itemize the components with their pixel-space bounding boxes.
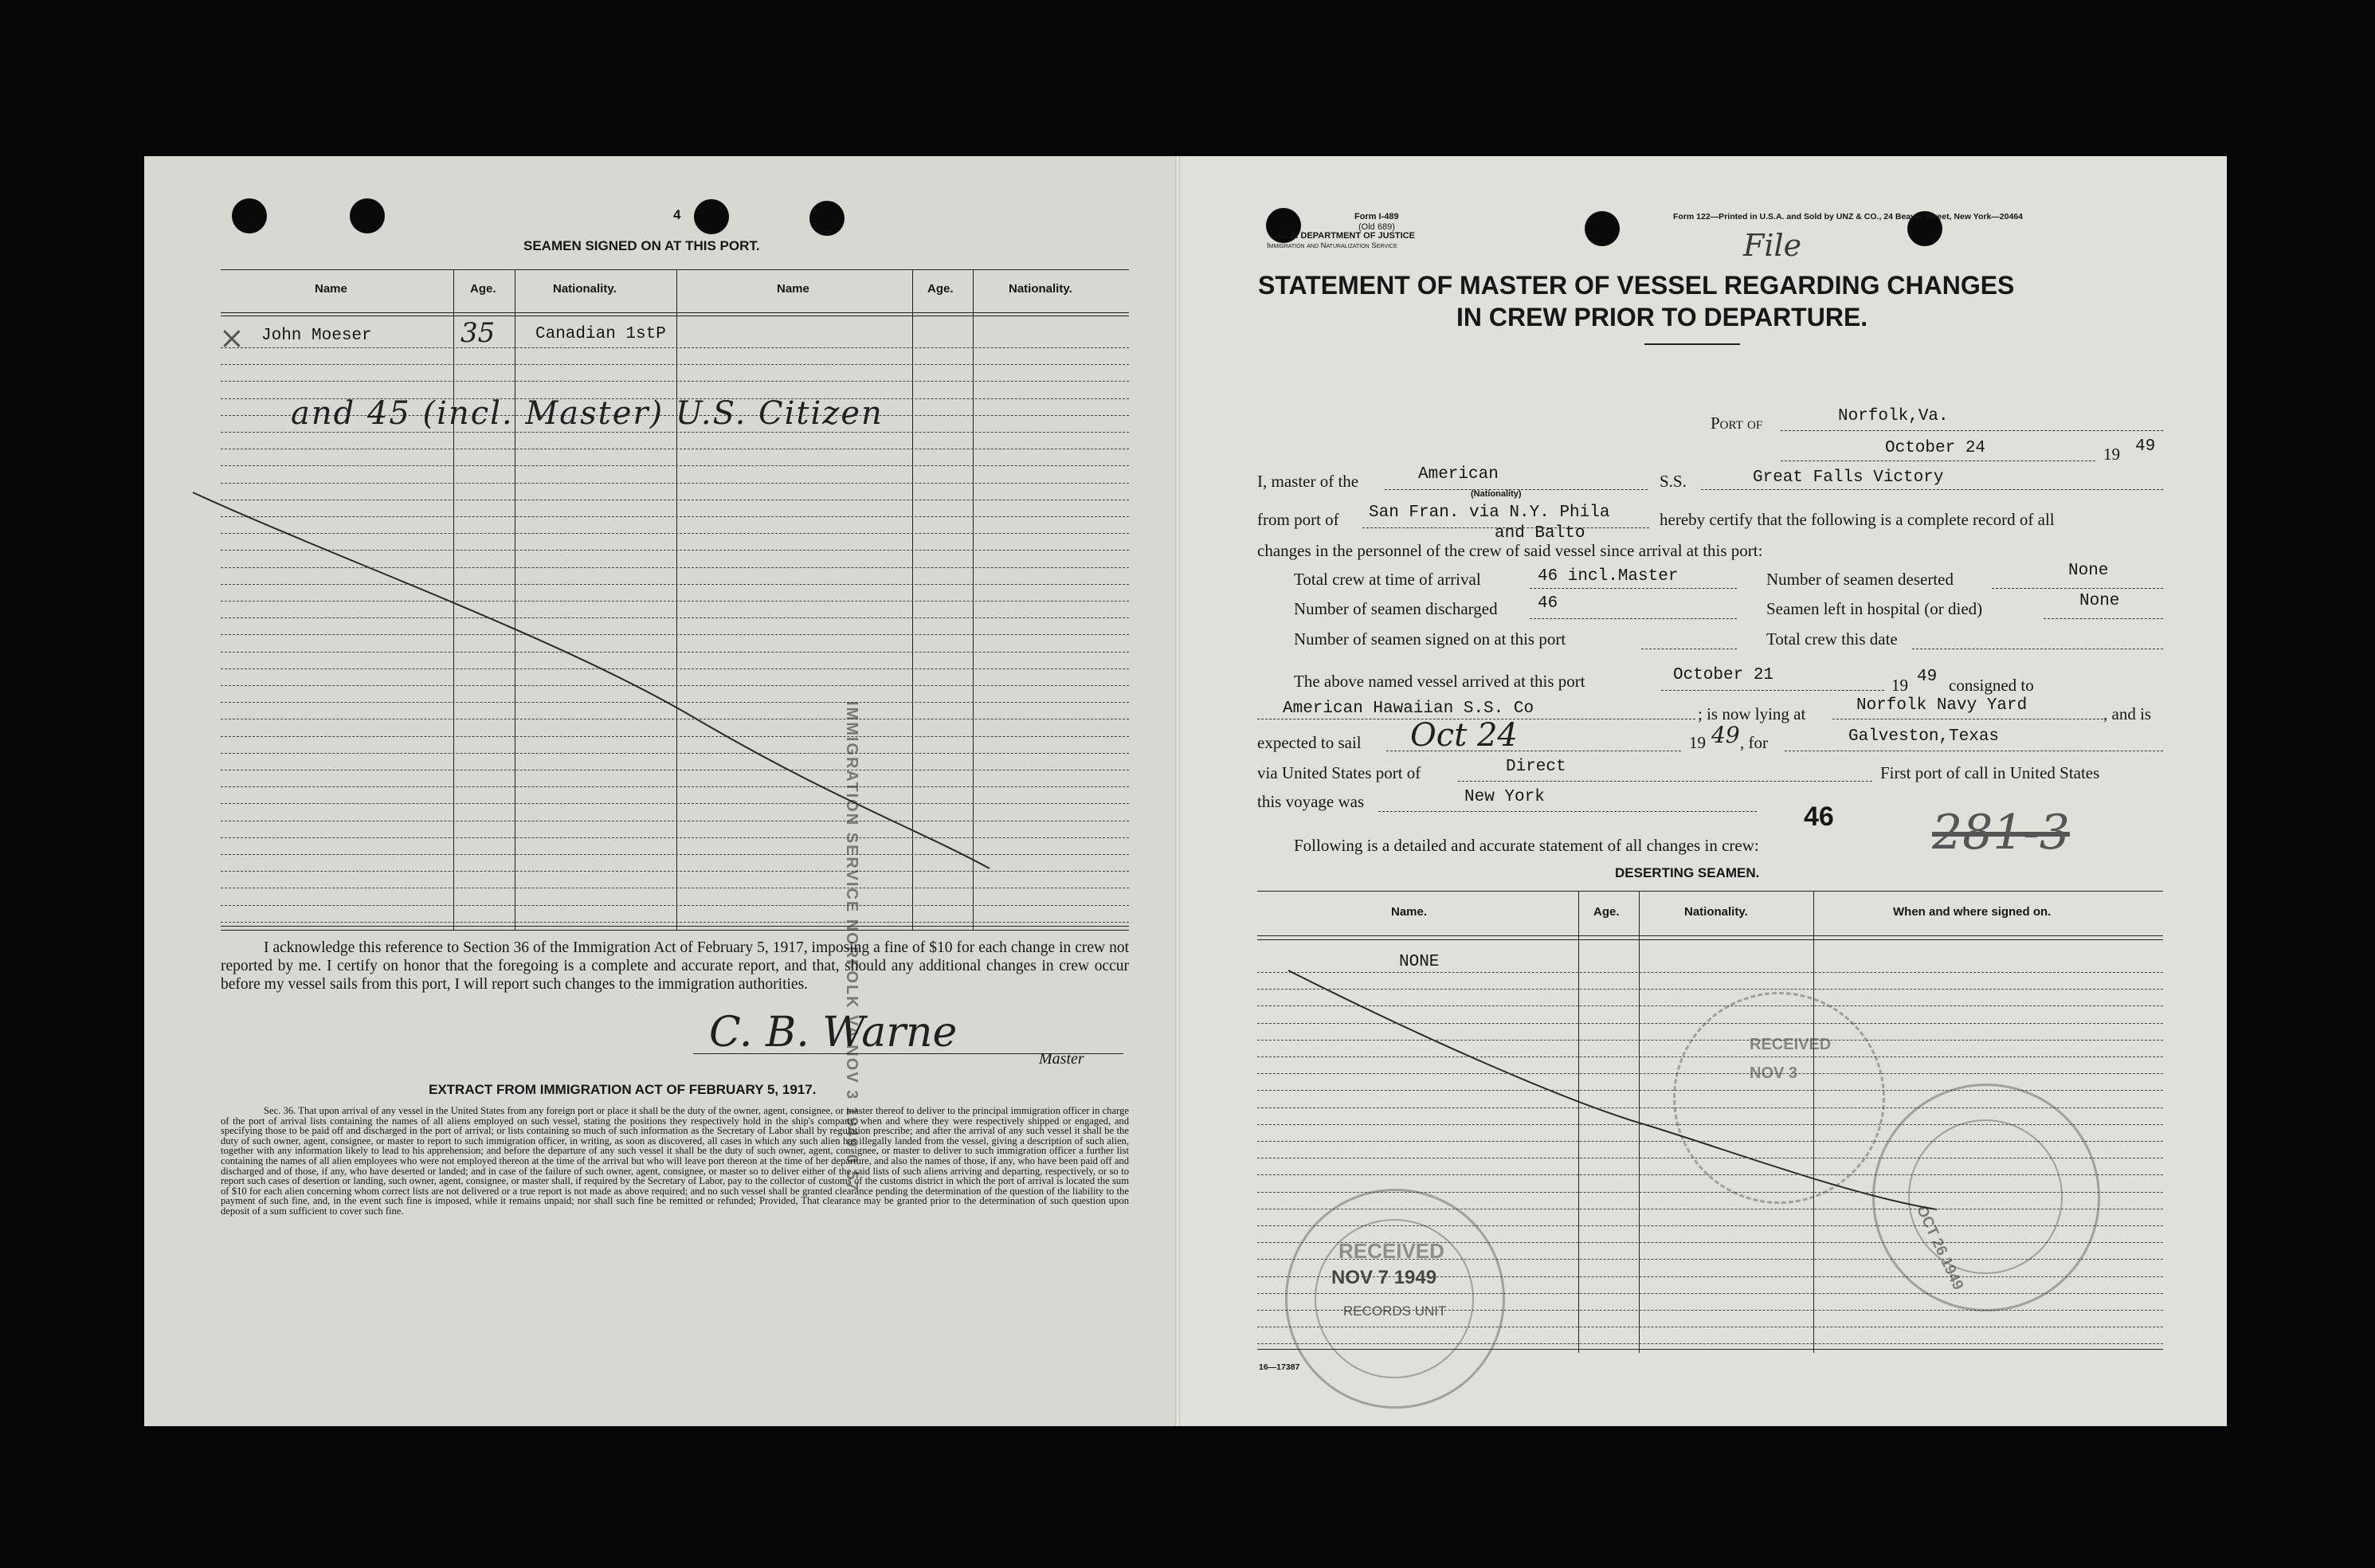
stamp-received-text: RECEIVED xyxy=(1338,1239,1444,1263)
side-stamp: IMMIGRATION SERVICE NORFOLK VA NOV 3 1949 0 57 xyxy=(843,701,860,1192)
col-age: Age. xyxy=(470,282,496,296)
col-name: Name xyxy=(315,282,347,296)
column-rule xyxy=(973,269,974,931)
port-line xyxy=(1781,430,2163,431)
ruled-line xyxy=(221,634,1129,635)
col-nationality-2: Nationality. xyxy=(1009,282,1072,296)
ruled-line xyxy=(221,364,1129,365)
table-header-rule xyxy=(221,312,1129,313)
desert-col-nationality: Nationality. xyxy=(1684,905,1748,919)
col-name-2: Name xyxy=(777,282,809,296)
col-age-2: Age. xyxy=(927,282,954,296)
column-rule xyxy=(453,269,454,931)
voyage-line xyxy=(1378,811,1757,812)
col-nationality: Nationality. xyxy=(553,282,617,296)
department: U. S. DEPARTMENT OF JUSTICE xyxy=(1279,231,1415,241)
stamp-unit-text: RECORDS UNIT xyxy=(1343,1303,1447,1319)
row-check-mark: × xyxy=(219,320,245,355)
lying-value: Norfolk Navy Yard xyxy=(1856,696,2028,715)
deserted-line xyxy=(1992,588,2163,589)
ruled-line xyxy=(221,871,1129,872)
printer-line: Form 122—Printed in U.S.A. and Sold by UNZ & CO., 24 Beaver Street, New York—20464 xyxy=(1673,212,2023,221)
desert-col-age: Age. xyxy=(1593,905,1620,919)
deserting-heading: DESERTING SEAMEN. xyxy=(1615,865,1760,880)
desert-table-header-2 xyxy=(1257,939,2163,940)
date-year: 49 xyxy=(2135,437,2156,456)
total-date-label: Total crew this date xyxy=(1766,629,1898,649)
table-bottom-rule-2 xyxy=(221,930,1129,931)
date-year-prefix: 19 xyxy=(2103,445,2120,464)
ruled-line xyxy=(221,533,1129,534)
ruled-line xyxy=(221,584,1129,585)
master-line xyxy=(1385,489,1648,490)
via-label: via United States port of xyxy=(1257,763,1421,782)
signed-label: Number of seamen signed on at this port xyxy=(1294,629,1566,649)
via-value: Direct xyxy=(1506,758,1566,776)
arrived-year: 49 xyxy=(1917,668,1938,686)
form-number: Form I-489 xyxy=(1354,212,1399,221)
sail-year: 49 xyxy=(1711,722,1740,748)
desert-row1-name: NONE xyxy=(1399,953,1440,971)
ruled-line xyxy=(221,786,1129,787)
vessel-value: Great Falls Victory xyxy=(1753,468,1944,487)
file-note: File xyxy=(1743,228,1802,263)
form-title-2: IN CREW PRIOR TO DEPARTURE. xyxy=(1456,303,1868,331)
scribble-note: 281-3 xyxy=(1932,805,2070,860)
stamp-nov-date: NOV 3 xyxy=(1750,1064,1798,1082)
count-value: 46 xyxy=(1804,802,1834,832)
total-crew-label: Total crew at time of arrival xyxy=(1294,570,1481,589)
sail-date-value: Oct 24 xyxy=(1410,717,1518,754)
ruled-line xyxy=(221,736,1129,737)
consignee-value: American Hawaiian S.S. Co xyxy=(1283,700,1534,718)
ss-label: S.S. xyxy=(1660,472,1687,491)
row1-name: John Moeser xyxy=(261,327,372,345)
punch-hole xyxy=(809,201,845,236)
ruled-line xyxy=(221,922,1129,923)
punch-hole xyxy=(694,199,729,234)
table-bottom-rule xyxy=(221,926,1129,927)
sail-year-prefix: 19 xyxy=(1689,733,1706,752)
ruled-line xyxy=(221,854,1129,855)
via-line xyxy=(1458,781,1872,782)
ruled-line xyxy=(221,803,1129,804)
from-port-label: from port of xyxy=(1257,510,1339,529)
total-crew-line xyxy=(1530,588,1737,589)
discharged-value: 46 xyxy=(1538,594,1558,613)
desert-col-when: When and where signed on. xyxy=(1893,905,2052,919)
extract-text: Sec. 36. That upon arrival of any vessel in the United States from any foreign port or place it shall be the duty of the owner, agent, consignee, or master thereof to deliver to the principal immigration officer in charge of the port of arrival lists containing the names of all aliens employed on such vessel, stating the positions they respectively hold in the ship's company, when and where they were respectively shipped or engaged, and specifying those to be paid off and discharged in the port of arrival; or lists containing so much of such information as the Secretary of Labor shall by regulation prescribe; and after the arrival of any such vessel it shall be the duty of such owner, agent, consignee, or master to report to such immigration officer, in writing, as soon as discovered, all cases in which any such alien has illegally landed from the vessel, giving a description of such alien, together with any information likely to lead to his apprehension; and before the departure of any such vessel it shall be the duty of such owner, agent, consignee, or master to deliver to such immigration officer a further list containing the names of all alien employees who were not employed thereon at the time of the arrival but who will leave port thereon at the time of her departure, and also the names of those, if any, who have been paid off and discharged and of those, if any, who have deserted or landed; and in case of the failure of such owner, agent, consignee, or master so to deliver either of the said lists of such aliens arriving and departing, respectively, or so to report such cases of desertion or landing, such owner, agent, consignee, or master shall, if required by the Secretary of Labor, pay to the collector of customs of the customs district in which the port of arrival is located the sum of $10 for each alien concerning whom correct lists are not delivered or a true report is not made as above required; and no such vessel shall be granted clearance pending the determination of the question of the liability to the payment of such fine, and, in the event such fine is imposed, while it remains unpaid; nor shall such fine be remitted or refunded; Provided, That clearance may be granted prior to the determination of such question upon deposit of a sum sufficient to cover such fine. xyxy=(221,1105,1129,1217)
desert-col-rule xyxy=(1639,891,1640,1353)
punch-hole xyxy=(350,198,385,233)
form-code: 16—17387 xyxy=(1259,1362,1300,1372)
left-heading: SEAMEN SIGNED ON AT THIS PORT. xyxy=(523,238,760,253)
nationality-label: (Nationality) xyxy=(1471,489,1522,499)
discharged-line xyxy=(1530,618,1737,619)
and-is-label: , and is xyxy=(2103,704,2152,723)
extract-title: EXTRACT FROM IMMIGRATION ACT OF FEBRUARY 5, 1917. xyxy=(429,1082,817,1097)
following-text: Following is a detailed and accurate statement of all changes in crew: xyxy=(1294,836,1759,855)
ruled-line xyxy=(221,601,1129,602)
ruled-line xyxy=(221,685,1129,686)
sail-label: expected to sail xyxy=(1257,733,1362,752)
column-rule xyxy=(912,269,913,931)
desert-col-name: Name. xyxy=(1391,905,1428,919)
ruled-line xyxy=(221,668,1129,669)
arrived-label: The above named vessel arrived at this port xyxy=(1294,672,1585,691)
ruled-line xyxy=(221,483,1129,484)
handwritten-note: and 45 (incl. Master) U.S. Citizen xyxy=(291,395,884,432)
deserted-label: Number of seamen deserted xyxy=(1766,570,1954,589)
ruled-line xyxy=(221,652,1129,653)
lying-label: ; is now lying at xyxy=(1698,704,1806,723)
from-port-line xyxy=(1362,527,1649,528)
discharged-label: Number of seamen discharged xyxy=(1294,599,1498,618)
form-old: (Old 689) xyxy=(1358,222,1395,232)
desert-table-top xyxy=(1257,891,2163,892)
first-call-label: First port of call in United States xyxy=(1880,763,2100,782)
ruled-line xyxy=(221,432,1129,433)
received-stamp-nov xyxy=(1673,992,1885,1204)
ruled-line xyxy=(221,702,1129,703)
stamp-nov-received: RECEIVED xyxy=(1750,1036,1832,1053)
table-top-rule xyxy=(221,269,1129,270)
row1-age: 35 xyxy=(460,317,496,349)
title-rule xyxy=(1644,343,1740,345)
voyage-value: New York xyxy=(1464,788,1545,806)
ruled-line xyxy=(221,347,1129,348)
master-signature: C. B. Warne xyxy=(709,1009,958,1056)
deserted-value: None xyxy=(2068,562,2109,580)
desert-table-header xyxy=(1257,935,2163,936)
from-port-value: San Fran. via N.Y. Phila xyxy=(1369,504,1610,522)
column-rule xyxy=(676,269,677,931)
stamp-oct-date: OCT 26 1949 xyxy=(1912,1203,1967,1293)
form-title-1: STATEMENT OF MASTER OF VESSEL REGARDING CHANGES xyxy=(1258,271,2015,300)
acknowledge-text: I acknowledge this reference to Section 36 of the Immigration Act of February 5, 1917, imposing a fine of $10 for each change in crew not reported by me. I certify on honor that the foregoing is a complete and accurate report, and that, should any additional changes in crew occur before my vessel sails from this port, I will report such changes to the immigration authorities. xyxy=(221,939,1129,993)
master-label: Master xyxy=(1039,1050,1084,1068)
desert-table-bottom xyxy=(1257,1349,2163,1350)
ruled-line xyxy=(221,516,1129,517)
ruled-line xyxy=(221,617,1129,618)
for-label: , for xyxy=(1740,733,1768,752)
destination-value: Galveston,Texas xyxy=(1848,727,2000,746)
arrived-value: October 21 xyxy=(1673,666,1774,684)
consigned-label: consigned to xyxy=(1949,676,2034,695)
desert-col-rule xyxy=(1578,891,1579,1353)
ruled-line xyxy=(221,381,1129,382)
hospital-label: Seamen left in hospital (or died) xyxy=(1766,599,1983,618)
arrived-line xyxy=(1661,690,1884,691)
ruled-line xyxy=(1257,972,2163,973)
ruled-line xyxy=(221,550,1129,551)
ruled-line xyxy=(221,837,1129,838)
total-crew-value: 46 incl.Master xyxy=(1538,567,1679,586)
arrived-year-prefix: 19 xyxy=(1891,676,1908,695)
nationality-value: American xyxy=(1418,465,1499,484)
punch-hole xyxy=(1585,211,1620,246)
date-value: October 24 xyxy=(1885,439,1986,457)
port-label: Port of xyxy=(1711,414,1763,433)
from-port-value-2: and Balto xyxy=(1495,524,1585,543)
ruled-line xyxy=(1257,989,2163,990)
hospital-line xyxy=(2044,618,2163,619)
hospital-value: None xyxy=(2079,592,2120,610)
voyage-label: this voyage was xyxy=(1257,792,1365,811)
port-value: Norfolk,Va. xyxy=(1838,407,1949,425)
page-fold xyxy=(1175,156,1180,1426)
ruled-line xyxy=(221,753,1129,754)
page-number: 4 xyxy=(673,207,681,222)
ruled-line xyxy=(1257,1310,2163,1311)
ruled-line xyxy=(221,465,1129,466)
punch-hole xyxy=(232,198,267,233)
vessel-line xyxy=(1701,489,2163,490)
ruled-line xyxy=(1257,1343,2163,1344)
ruled-line xyxy=(1257,1005,2163,1006)
service: Immigration and Naturalization Service xyxy=(1267,241,1397,250)
certify-text: hereby certify that the following is a complete record of all xyxy=(1660,510,2055,529)
stamp-date-text: NOV 7 1949 xyxy=(1331,1267,1437,1288)
row1-nationality: Canadian 1stP xyxy=(535,325,666,343)
ruled-line xyxy=(221,567,1129,568)
ruled-line xyxy=(221,905,1129,906)
master-of-label: I, master of the xyxy=(1257,472,1359,491)
changes-text: changes in the personnel of the crew of said vessel since arrival at this port: xyxy=(1257,541,1763,560)
